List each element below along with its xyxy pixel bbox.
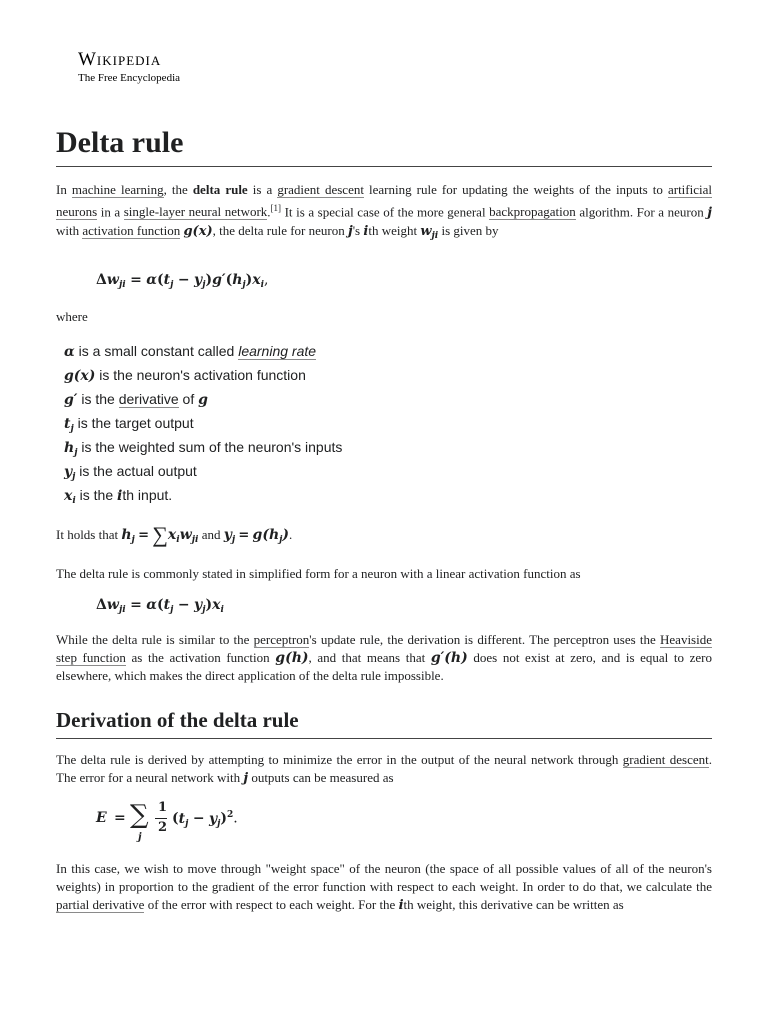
logo-tagline: The Free Encyclopedia: [78, 72, 181, 84]
math-w-ji: $w_{ji}$: [420, 224, 439, 242]
link-heaviside-step-function[interactable]: Heaviside step function: [56, 632, 712, 665]
math-j: j: [707, 205, 712, 221]
section-heading-derivation: Derivation of the delta rule: [56, 706, 712, 739]
bold-term: delta rule: [192, 182, 248, 197]
link-partial-derivative[interactable]: partial derivative: [56, 897, 145, 912]
math-g-of-x: g(x): [183, 224, 213, 240]
list-item: $t_j$ is the target output: [64, 415, 194, 434]
link-perceptron[interactable]: perceptron: [253, 632, 310, 647]
link-derivative[interactable]: derivative: [118, 391, 179, 407]
link-machine-learning[interactable]: machine learning: [71, 182, 164, 197]
equation-linear-delta-rule: $\Delta w_{ji} = \alpha(t_j - y_j)x_i$: [96, 597, 224, 615]
link-gradient-descent-2[interactable]: gradient descent: [622, 752, 709, 767]
link-artificial-neurons[interactable]: artificial neurons: [56, 182, 712, 220]
link-backpropagation[interactable]: backpropagation: [489, 204, 576, 220]
logo-wordmark: Wikipedia: [78, 49, 162, 70]
link-single-layer-neural-network[interactable]: single-layer neural network: [123, 204, 268, 220]
linear-paragraph: The delta rule is commonly stated in simplified form for a neuron with a linear activation function as: [56, 566, 581, 581]
list-item: α is a small constant called learning rate: [64, 343, 317, 360]
link-gradient-descent[interactable]: gradient descent: [277, 182, 364, 197]
list-item: $y_j$ is the actual output: [64, 463, 197, 482]
page-title: Delta rule: [56, 124, 712, 167]
intro-paragraph: In machine learning, the delta rule is a gradient descent learning rule for updating the weights of the inputs to artificial neurons in a single-layer neural network.[1] It is a special case of the more general backpropagation algorithm. For a neuron j with activation function g(x), the delta rule for neuron j's ith weight $w_{ji}$ is given by: [56, 182, 712, 242]
list-item: g′ is the derivative of g: [64, 391, 208, 408]
derivation-paragraph-2: In this case, we wish to move through "weight space" of the neuron (the space of all possible values of all of the neuron's weights) in proportion to the gradient of the error function with respect to each weight. In order to do that, we calculate the partial derivative of the error with respect to each weight. For the ith weight, this derivative can be written as: [56, 861, 712, 913]
list-item: g(x) is the neuron's activation function: [64, 367, 306, 384]
link-activation-function[interactable]: activation function: [82, 223, 181, 239]
definitions-list: [64, 340, 464, 508]
reference-1-link[interactable]: [1]: [270, 203, 282, 213]
list-item: $x_i$ is the ith input.: [64, 487, 173, 506]
where-label: where: [56, 309, 88, 324]
perceptron-paragraph: While the delta rule is similar to the perceptron's update rule, the derivation is different. The perceptron uses the Heaviside step function as the activation function g(h), and that means that g′(h) does not exist at zero, and is equal to zero elsewhere, which makes the direct application of the delta rule impossible.: [56, 632, 713, 683]
list-item: $h_j$ is the weighted sum of the neuron's inputs: [64, 439, 343, 458]
link-learning-rate[interactable]: learning rate: [238, 343, 317, 359]
equation-delta-rule: $\Delta w_{ji} = \alpha(t_j - y_j)g'(h_j)x_i$,: [96, 272, 269, 290]
holds-paragraph: It holds that $h_j = \sum x_iw_{ji}$ and $y_j = g(h_j)$.: [56, 522, 293, 547]
wikipedia-logo[interactable]: [78, 50, 180, 84]
derivation-paragraph-1: The delta rule is derived by attempting to minimize the error in the output of the neural network through gradient descent. The error for a neural network with j outputs can be measured as: [56, 752, 712, 786]
